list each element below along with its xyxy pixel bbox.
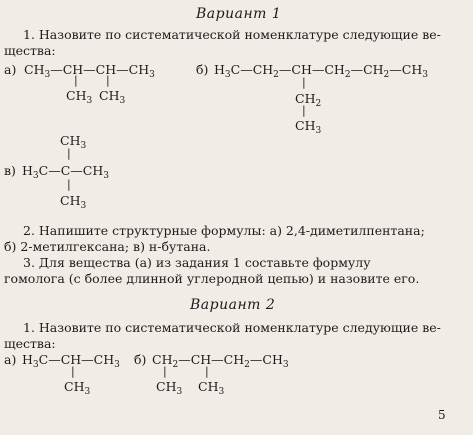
formula-atom-group: $CH_3—CH—CH—CH_3$ bbox=[24, 62, 155, 80]
formula-atom-group: $CH_3$ bbox=[60, 193, 87, 211]
v2-label-a: а) bbox=[4, 352, 17, 367]
v1-task2-line1: 2. Напишите структурные формулы: а) 2,4-диметилпентана; bbox=[23, 223, 425, 238]
formula-atom-group: $CH_3$ bbox=[156, 379, 183, 397]
v1-task1-line1: 1. Назовите по систематической номенклатуре следующие ве- bbox=[23, 27, 441, 42]
v1-task2-line2: б) 2-метилгексана; в) н-бутана. bbox=[4, 239, 211, 254]
formula-atom-group: $H_3C—CH—CH_3$ bbox=[22, 352, 120, 370]
formula-atom-group: $CH_3$ bbox=[99, 88, 126, 106]
v2-label-b: б) bbox=[134, 352, 147, 367]
formula-bond: | bbox=[67, 178, 71, 191]
formula-atom-group: $CH_3$ bbox=[60, 133, 87, 151]
formula-bond: | bbox=[302, 76, 306, 89]
formula-bond: | bbox=[67, 147, 71, 160]
formula-atom-group: $CH_3$ bbox=[198, 379, 225, 397]
v1-task3-line1: 3. Для вещества (а) из задания 1 составьте формулу bbox=[23, 255, 371, 270]
formula-bond: | bbox=[106, 74, 110, 87]
formula-bond: | bbox=[163, 365, 167, 378]
formula-atom-group: $H_3C—CH_2—CH—CH_2—CH_2—CH_3$ bbox=[214, 62, 428, 80]
formula-bond: | bbox=[302, 104, 306, 117]
v1-label-b: б) bbox=[196, 62, 209, 77]
variant-1-title: Вариант 1 bbox=[196, 6, 282, 22]
formula-bond: | bbox=[74, 74, 78, 87]
formula-bond: | bbox=[71, 365, 75, 378]
v1-label-v: в) bbox=[4, 163, 16, 178]
formula-atom-group: $CH_3$ bbox=[64, 379, 91, 397]
v1-task1-line2: щества: bbox=[4, 43, 56, 58]
formula-atom-group: $CH_3$ bbox=[66, 88, 93, 106]
formula-bond: | bbox=[205, 365, 209, 378]
formula-atom-group: $CH_2—CH—CH_2—CH_3$ bbox=[152, 352, 289, 370]
page-number: 5 bbox=[438, 408, 446, 422]
formula-atom-group: $CH_3$ bbox=[295, 118, 322, 136]
v1-task3-line2: гомолога (с более длинной углеродной цепью) и назовите его. bbox=[4, 271, 420, 286]
v1-label-a: а) bbox=[4, 62, 17, 77]
v2-task1-line1: 1. Назовите по систематической номенклатуре следующие ве- bbox=[23, 320, 441, 335]
v2-task1-line2: щества: bbox=[4, 336, 56, 351]
formula-atom-group: $H_3C—C—CH_3$ bbox=[22, 163, 109, 181]
variant-2-title: Вариант 2 bbox=[190, 297, 276, 313]
formula-atom-group: $CH_2$ bbox=[295, 91, 322, 109]
